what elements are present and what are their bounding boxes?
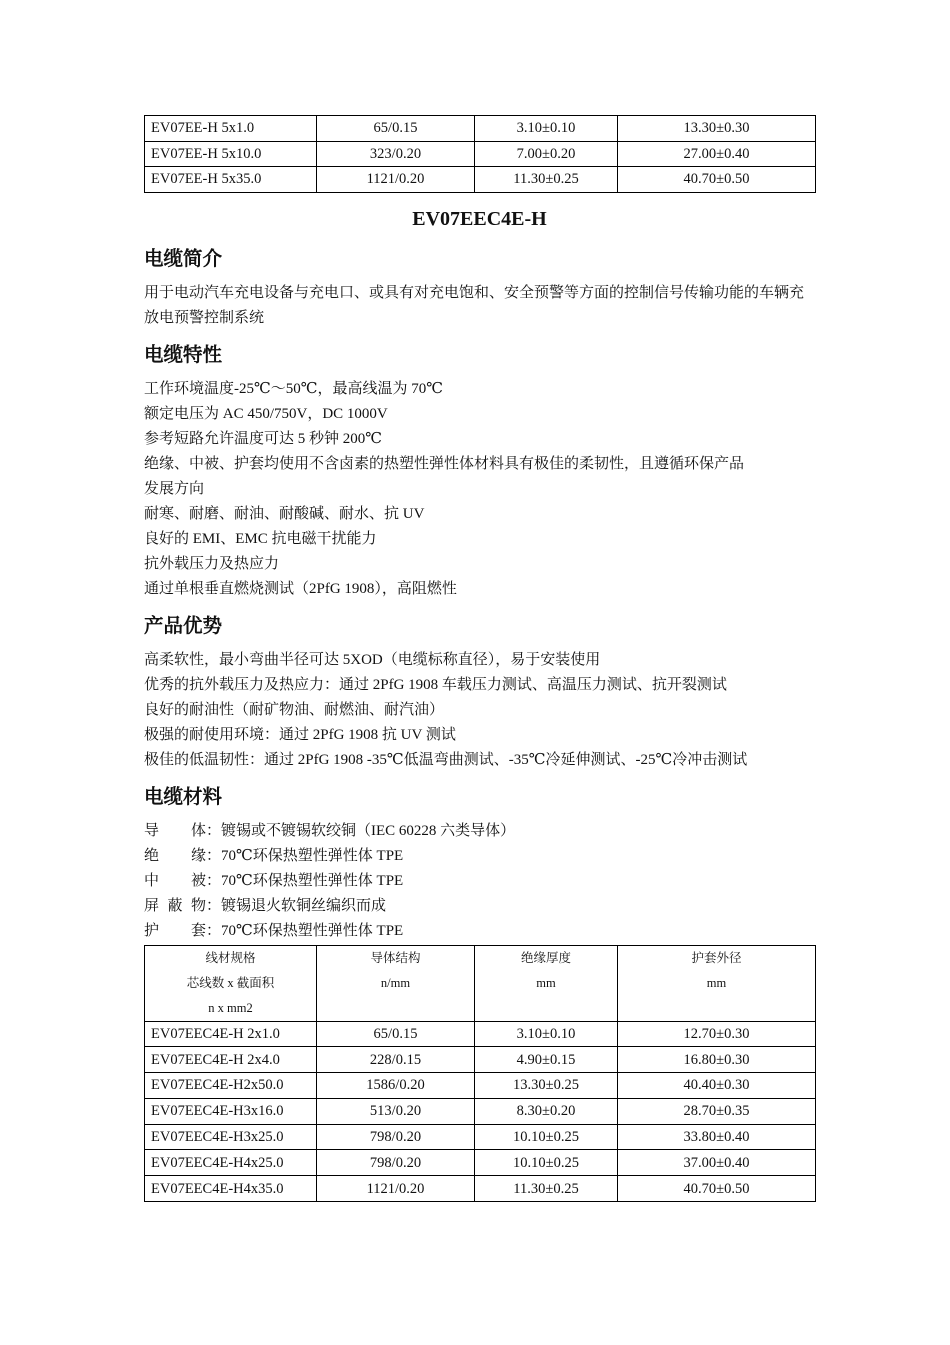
material-label: 中被 xyxy=(144,872,206,889)
table-cell: 1586/0.20 xyxy=(317,1073,475,1099)
top-spec-table xyxy=(144,115,816,193)
ev07eec4e-spec-table xyxy=(144,945,816,1203)
table-cell: 228/0.15 xyxy=(317,1047,475,1073)
model-title: EV07EEC4E-H xyxy=(412,207,547,230)
header-line: 线材规格 xyxy=(205,950,256,965)
table-cell: 40.70±0.50 xyxy=(618,1176,816,1202)
material-item xyxy=(144,819,815,844)
header-line: mm xyxy=(536,975,556,990)
table-cell: 1121/0.20 xyxy=(317,167,475,193)
document-page xyxy=(144,115,815,1202)
table-cell: 40.40±0.30 xyxy=(618,1073,816,1099)
table-cell: 4.90±0.15 xyxy=(475,1047,618,1073)
material-value: ：70℃环保热塑性弹性体 TPE xyxy=(206,872,404,889)
table-cell: 11.30±0.25 xyxy=(475,167,618,193)
table-cell: 28.70±0.35 xyxy=(618,1098,816,1124)
table-row xyxy=(145,1047,816,1073)
table-cell: 798/0.20 xyxy=(317,1150,475,1176)
table-row xyxy=(145,1124,816,1150)
table-row xyxy=(145,1176,816,1202)
intro-text: 用于电动汽车充电设备与充电口、或具有对充电饱和、安全预警等方面的控制信号传输功能的车辆充放电预警控制系统 xyxy=(144,284,805,326)
table-cell: 323/0.20 xyxy=(317,141,475,167)
material-value: ：70℃环保热塑性弹性体 TPE xyxy=(206,847,404,864)
material-item xyxy=(144,919,815,944)
table-cell: 37.00±0.40 xyxy=(618,1150,816,1176)
table-cell: 10.10±0.25 xyxy=(475,1124,618,1150)
table-cell: EV07EEC4E-H3x16.0 xyxy=(145,1098,317,1124)
list-item: 耐寒、耐磨、耐油、耐酸碱、耐水、抗 UV xyxy=(144,505,425,522)
properties-list xyxy=(144,377,815,602)
header-line: 护套外径 xyxy=(691,950,742,965)
table-cell: 798/0.20 xyxy=(317,1124,475,1150)
table-row xyxy=(145,116,816,142)
list-item: 良好的 EMI、EMC 抗电磁干扰能力 xyxy=(144,530,377,547)
material-label: 护套 xyxy=(144,922,206,939)
material-item xyxy=(144,894,815,919)
advantages-list xyxy=(144,648,815,773)
table-cell: 1121/0.20 xyxy=(317,1176,475,1202)
table-cell: 40.70±0.50 xyxy=(618,167,816,193)
table-cell: 65/0.15 xyxy=(317,116,475,142)
list-item: 发展方向 xyxy=(144,480,205,497)
header-conductor xyxy=(317,945,475,1021)
material-value: ：70℃环保热塑性弹性体 TPE xyxy=(206,922,404,939)
header-line: 绝缘厚度 xyxy=(520,950,571,965)
table-row xyxy=(145,1021,816,1047)
list-item: 抗外载压力及热应力 xyxy=(144,555,280,572)
table-cell: EV07EEC4E-H3x25.0 xyxy=(145,1124,317,1150)
header-line: n x mm2 xyxy=(208,1000,253,1015)
list-item: 高柔软性，最小弯曲半径可达 5XOD（电缆标称直径），易于安装使用 xyxy=(144,651,601,668)
table-cell: 7.00±0.20 xyxy=(475,141,618,167)
list-item: 通过单根垂直燃烧测试（2PfG 1908），高阻燃性 xyxy=(144,580,457,597)
table-cell: 10.10±0.25 xyxy=(475,1150,618,1176)
table-cell: 27.00±0.40 xyxy=(618,141,816,167)
header-line: mm xyxy=(706,975,727,990)
table-cell: 11.30±0.25 xyxy=(475,1176,618,1202)
material-value: ：镀锡或不镀锡软绞铜（IEC 60228 六类导体） xyxy=(206,822,516,839)
list-item: 良好的耐油性（耐矿物油、耐燃油、耐汽油） xyxy=(144,701,445,718)
list-item: 绝缘、中被、护套均使用不含卤素的热塑性弹性体材料具有极佳的柔韧性，且遵循环保产品 xyxy=(144,455,745,472)
header-line: 导体结构 xyxy=(370,950,421,965)
materials-heading: 电缆材料 xyxy=(144,784,223,808)
material-item xyxy=(144,844,815,869)
list-item: 参考短路允许温度可达 5 秒钟 200℃ xyxy=(144,430,383,447)
list-item: 极佳的低温韧性：通过 2PfG 1908 -35℃低温弯曲测试、-35℃冷延伸测试、-25℃冷冲击测试 xyxy=(144,751,748,768)
table-cell: 3.10±0.10 xyxy=(475,116,618,142)
header-spec xyxy=(145,945,317,1021)
table-cell: 3.10±0.10 xyxy=(475,1021,618,1047)
table-header-row xyxy=(145,945,816,1021)
header-sheath xyxy=(618,945,816,1021)
header-line: 芯线数 x 截面积 xyxy=(186,975,275,990)
table-cell: EV07EEC4E-H2x50.0 xyxy=(145,1073,317,1099)
materials-list xyxy=(144,819,815,944)
material-label: 绝缘 xyxy=(144,847,206,864)
table-cell: EV07EEC4E-H 2x4.0 xyxy=(145,1047,317,1073)
table-row xyxy=(145,1073,816,1099)
table-row xyxy=(145,167,816,193)
table-cell: 33.80±0.40 xyxy=(618,1124,816,1150)
intro-heading: 电缆简介 xyxy=(144,246,223,270)
list-item: 额定电压为 AC 450/750V，DC 1000V xyxy=(144,405,388,422)
table-cell: 513/0.20 xyxy=(317,1098,475,1124)
table-cell: EV07EEC4E-H 2x1.0 xyxy=(145,1021,317,1047)
table-cell: 65/0.15 xyxy=(317,1021,475,1047)
table-row xyxy=(145,1098,816,1124)
list-item: 极强的耐使用环境：通过 2PfG 1908 抗 UV 测试 xyxy=(144,726,456,743)
material-label: 屏蔽物 xyxy=(144,897,206,914)
table-cell: 13.30±0.30 xyxy=(618,116,816,142)
properties-heading: 电缆特性 xyxy=(144,342,223,366)
table-row xyxy=(145,141,816,167)
table-cell: 8.30±0.20 xyxy=(475,1098,618,1124)
material-item xyxy=(144,869,815,894)
table-cell: 13.30±0.25 xyxy=(475,1073,618,1099)
table-cell: 16.80±0.30 xyxy=(618,1047,816,1073)
table-cell: 12.70±0.30 xyxy=(618,1021,816,1047)
table-cell: EV07EE-H 5x10.0 xyxy=(145,141,317,167)
header-line: n/mm xyxy=(380,975,411,990)
table-cell: EV07EEC4E-H4x35.0 xyxy=(145,1176,317,1202)
list-item: 优秀的抗外载压力及热应力：通过 2PfG 1908 车载压力测试、高温压力测试、抗开裂测试 xyxy=(144,676,727,693)
header-insulation xyxy=(475,945,618,1021)
table-cell: EV07EEC4E-H4x25.0 xyxy=(145,1150,317,1176)
material-label: 导体 xyxy=(144,822,206,839)
list-item: 工作环境温度-25℃～50℃，最高线温为 70℃ xyxy=(144,380,444,397)
advantages-heading: 产品优势 xyxy=(144,613,223,637)
material-value: ：镀锡退火软铜丝编织而成 xyxy=(206,897,387,914)
table-cell: EV07EE-H 5x1.0 xyxy=(145,116,317,142)
table-cell: EV07EE-H 5x35.0 xyxy=(145,167,317,193)
table-row xyxy=(145,1150,816,1176)
